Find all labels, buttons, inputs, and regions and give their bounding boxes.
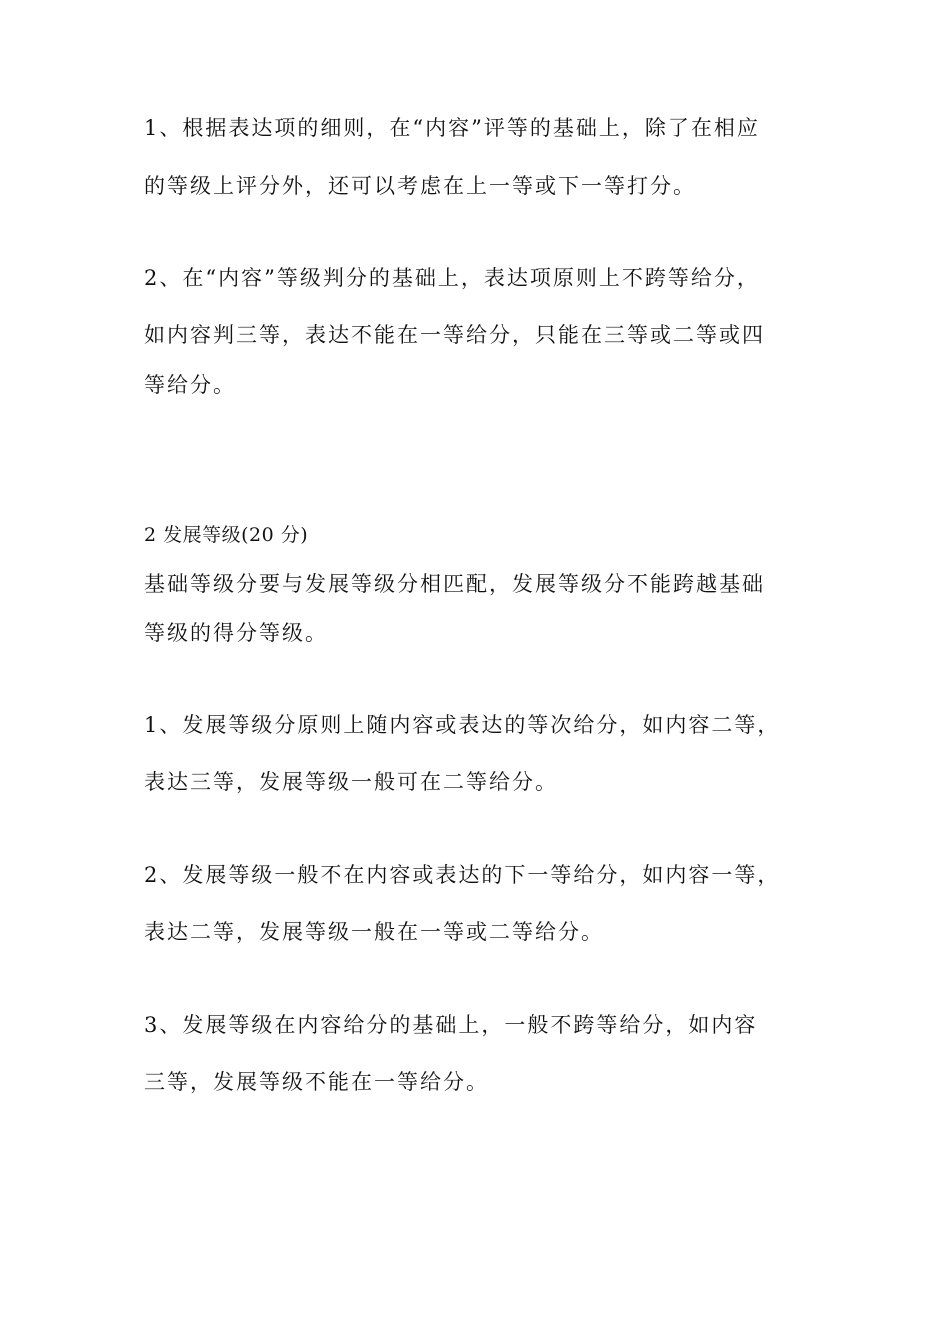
block2-line3: 等给分。 [144, 373, 236, 397]
rule1-line2: 表达三等，发展等级一般可在二等给分。 [144, 770, 558, 794]
block1-line2: 的等级上评分外，还可以考虑在上一等或下一等打分。 [144, 174, 696, 198]
rule2-line2: 表达二等，发展等级一般在一等或二等给分。 [144, 920, 604, 944]
rule2-line1: 2、发展等级一般不在内容或表达的下一等给分，如内容一等， [144, 863, 781, 887]
block2-line2: 如内容判三等，表达不能在一等给分，只能在三等或二等或四 [144, 323, 765, 347]
rule3-line1: 3、发展等级在内容给分的基础上，一般不跨等给分，如内容 [144, 1013, 758, 1037]
section-heading: 2 发展等级(20 分) [144, 524, 309, 546]
block1-line1: 1、根据表达项的细则，在“内容”评等的基础上，除了在相应 [144, 116, 760, 140]
section-intro-line1: 基础等级分要与发展等级分相匹配，发展等级分不能跨越基础 [144, 572, 765, 596]
block2-line1: 2、在“内容”等级判分的基础上，表达项原则上不跨等给分， [144, 266, 760, 290]
rule3-line2: 三等，发展等级不能在一等给分。 [144, 1070, 489, 1094]
rule1-line1: 1、发展等级分原则上随内容或表达的等次给分，如内容二等， [144, 713, 781, 737]
section-intro-line2: 等级的得分等级。 [144, 621, 328, 645]
